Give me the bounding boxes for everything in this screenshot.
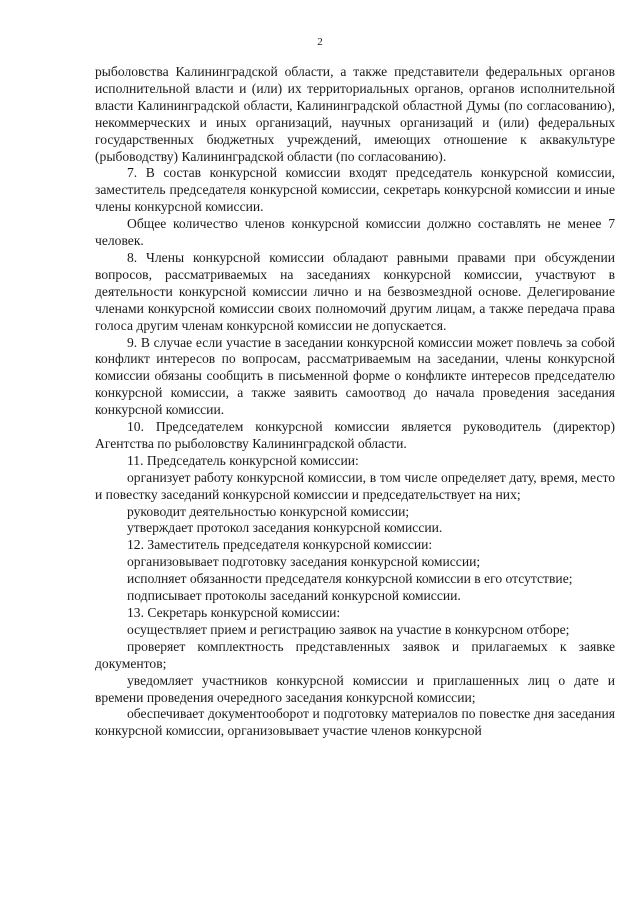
page-number: 2 [317,36,323,48]
paragraph-7-members-count: Общее количество членов конкурсной комиссии должно составлять не менее 7 человек. [95,216,615,249]
list-item: организует работу конкурсной комиссии, в том числе определяет дату, время, место и повестку заседаний конкурсной комиссии и председательствует на них; [95,469,615,502]
list-item: исполняет обязанности председателя конкурсной комиссии в его отсутствие; [127,571,573,587]
paragraph-7: 7. В состав конкурсной комиссии входят председатель конкурсной комиссии, заместитель председателя конкурсной комиссии, секретарь конкурсной комиссии и иные члены конкурсной комиссии. [95,165,615,215]
paragraph-continuation: рыболовства Калининградской области, а также представители федеральных органов исполнительной власти и (или) их территориальных органов, органов исполнительной власти Калининградской области, Калининградской областной Думы (по согласованию), некоммерческих и иных организаций, научных организаций и (или) федеральных государственных бюджетных учреждений, имеющих отношение к аквакультуре (рыбоводству) Калининградской области (по согласованию). [95,64,615,164]
paragraph-13: 13. Секретарь конкурсной комиссии: [127,605,341,620]
paragraph-11: 11. Председатель конкурсной комиссии: [127,452,359,468]
paragraph-8: 8. Члены конкурсной комиссии обладают равными правами при обсуждении вопросов, рассматриваемых на заседаниях конкурсной комиссии, участвуют в деятельности конкурсной комиссии лично и на безвозмездной основе. Делегирование членами конкурсной комиссии своих полномочий другим лицам, а также передача права голоса другим членам конкурсной комиссии не допускается. [95,249,615,333]
list-item: обеспечивает документооборот и подготовку материалов по повестке дня заседания конкурсной комиссии, организовывает участие членов конкурсной [95,706,615,739]
list-item: руководит деятельностью конкурсной комиссии; [127,503,410,519]
document-body [95,64,615,740]
list-item: осуществляет прием и регистрацию заявок на участие в конкурсном отборе; [127,621,570,637]
list-item: подписывает протоколы заседаний конкурсной комиссии. [127,588,461,604]
list-item: уведомляет участников конкурсной комиссии и приглашенных лиц о дате и времени проведения очередного заседания конкурсной комиссии; [95,672,615,705]
paragraph-12: 12. Заместитель председателя конкурсной комиссии: [127,537,433,553]
list-item: утверждает протокол заседания конкурсной комиссии. [127,520,443,536]
paragraph-9: 9. В случае если участие в заседании конкурсной комиссии может повлечь за собой конфликт интересов по вопросам, рассматриваемым на заседании, члены конкурсной комиссии обязаны сообщить в письменной форме о конфликте интересов председателю конкурсной комиссии, а также заявить самоотвод до начала проведения заседания конкурсной комиссии. [95,334,615,418]
paragraph-10: 10. Председателем конкурсной комиссии является руководитель (директор) Агентства по рыболовству Калининградской области. [95,419,615,451]
list-item: проверяет комплектность представленных заявок и прилагаемых к заявке документов; [95,638,615,671]
list-item: организовывает подготовку заседания конкурсной комиссии; [127,554,481,570]
